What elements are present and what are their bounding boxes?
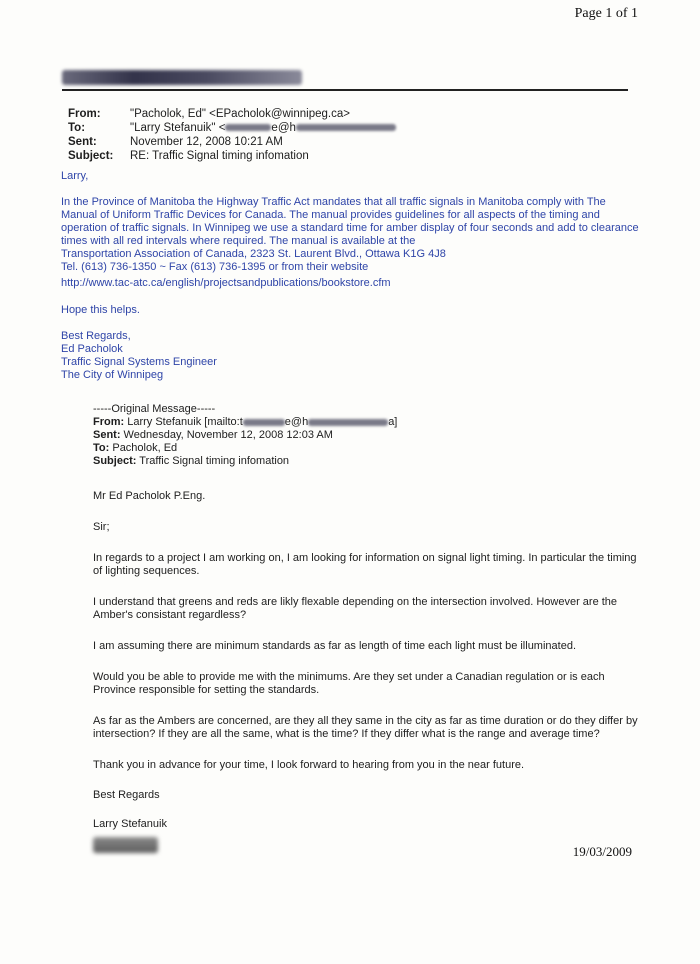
email-header — [68, 107, 396, 163]
reply-signer-name: Ed Pacholok — [61, 343, 123, 355]
redaction-mark — [296, 124, 396, 131]
sent-value: November 12, 2008 10:21 AM — [130, 136, 283, 148]
reply-contact-line: Tel. (613) 736-1350 ~ Fax (613) 736-1395 or from their website — [61, 261, 369, 273]
redaction-mark — [308, 419, 388, 426]
original-closing: Best Regards — [93, 789, 160, 801]
original-to-value: Pacholok, Ed — [109, 442, 178, 454]
redaction-mark — [243, 419, 285, 426]
original-paragraph: In regards to a project I am working on, I am looking for information on signal light timing. In particular the timing of lighting sequences. — [93, 552, 637, 577]
original-paragraph: Would you be able to provide me with the minimums. Are they set under a Canadian regulation or is each Province responsible for setting the standards. — [93, 671, 605, 696]
sent-label: Sent: — [68, 136, 97, 148]
original-divider: -----Original Message----- — [93, 403, 216, 415]
redacted-signature — [93, 837, 158, 853]
redaction-mark — [225, 124, 271, 131]
subject-value: RE: Traffic Signal timing infomation — [130, 150, 309, 162]
to-label: To: — [68, 122, 86, 134]
original-from-row — [93, 416, 638, 429]
original-paragraph: I am assuming there are minimum standards as far as length of time each light must be illuminated. — [93, 640, 577, 652]
original-to-label: To: — [93, 442, 110, 454]
subject-label: Subject: — [68, 150, 114, 162]
original-paragraph: Thank you in advance for your time, I look forward to hearing from you in the near future. — [93, 759, 525, 771]
subject-row — [68, 149, 396, 163]
to-value — [130, 121, 396, 135]
print-date: 19/03/2009 — [572, 844, 632, 859]
original-paragraph: I understand that greens and reds are likly flexable depending on the intersection involved. However are the Amber's consistant regardless? — [93, 596, 618, 621]
original-subject-row — [93, 455, 638, 468]
bookstore-url: http://www.tac-atc.ca/english/projectsandpublications/bookstore.cfm — [61, 277, 391, 289]
original-signer: Larry Stefanuik — [93, 818, 167, 830]
from-label: From: — [68, 108, 101, 120]
redacted-email-address — [62, 70, 302, 85]
to-value-mid: e@h — [271, 122, 296, 134]
original-from-suffix: a] — [388, 416, 398, 428]
original-message — [93, 403, 638, 853]
original-addressee: Mr Ed Pacholok P.Eng. — [93, 490, 206, 502]
original-salutation: Sir; — [93, 521, 110, 533]
from-value: "Pacholok, Ed" <EPacholok@winnipeg.ca> — [130, 108, 350, 120]
original-sent-value: Wednesday, November 12, 2008 12:03 AM — [120, 429, 333, 441]
sent-row — [68, 135, 396, 149]
original-to-row — [93, 442, 638, 455]
reply-signer-org: The City of Winnipeg — [61, 369, 164, 381]
reply-body — [61, 170, 641, 382]
reply-paragraph: In the Province of Manitoba the Highway Traffic Act mandates that all traffic signals in Manitoba comply with The Manual of Uniform Traffic Devices for Canada. The manual provides guidelines for all aspects of the timing and operation of traffic signals. In Winnipeg we use a standard time for amber display of four seconds and add to clearance times with all red intervals where required. The manual is available at the — [61, 196, 639, 247]
original-from-label: From: — [93, 416, 125, 428]
reply-closing: Best Regards, — [61, 330, 131, 342]
original-from-mid: e@h — [284, 416, 309, 428]
from-row — [68, 107, 396, 121]
reply-greeting: Larry, — [61, 170, 89, 182]
original-sent-row — [93, 429, 638, 442]
reply-address-line: Transportation Association of Canada, 2323 St. Laurent Blvd., Ottawa K1G 4J8 — [61, 248, 446, 260]
original-from-prefix: Larry Stefanuik [mailto:t — [124, 416, 243, 428]
reply-hope-line: Hope this helps. — [61, 304, 140, 316]
original-sent-label: Sent: — [93, 429, 121, 441]
original-header — [93, 416, 638, 468]
to-value-prefix: "Larry Stefanuik" < — [130, 122, 226, 134]
page-number: Page 1 of 1 — [574, 6, 638, 21]
header-divider — [62, 89, 628, 91]
to-row — [68, 121, 396, 135]
reply-signer-title: Traffic Signal Systems Engineer — [61, 356, 217, 368]
original-paragraph: As far as the Ambers are concerned, are they all they same in the city as far as time duration or do they differ by intersection? If they are all the same, what is the time? If they differ what is the range and average time? — [93, 715, 638, 740]
original-subject-value: Traffic Signal timing infomation — [136, 455, 290, 467]
original-subject-label: Subject: — [93, 455, 137, 467]
